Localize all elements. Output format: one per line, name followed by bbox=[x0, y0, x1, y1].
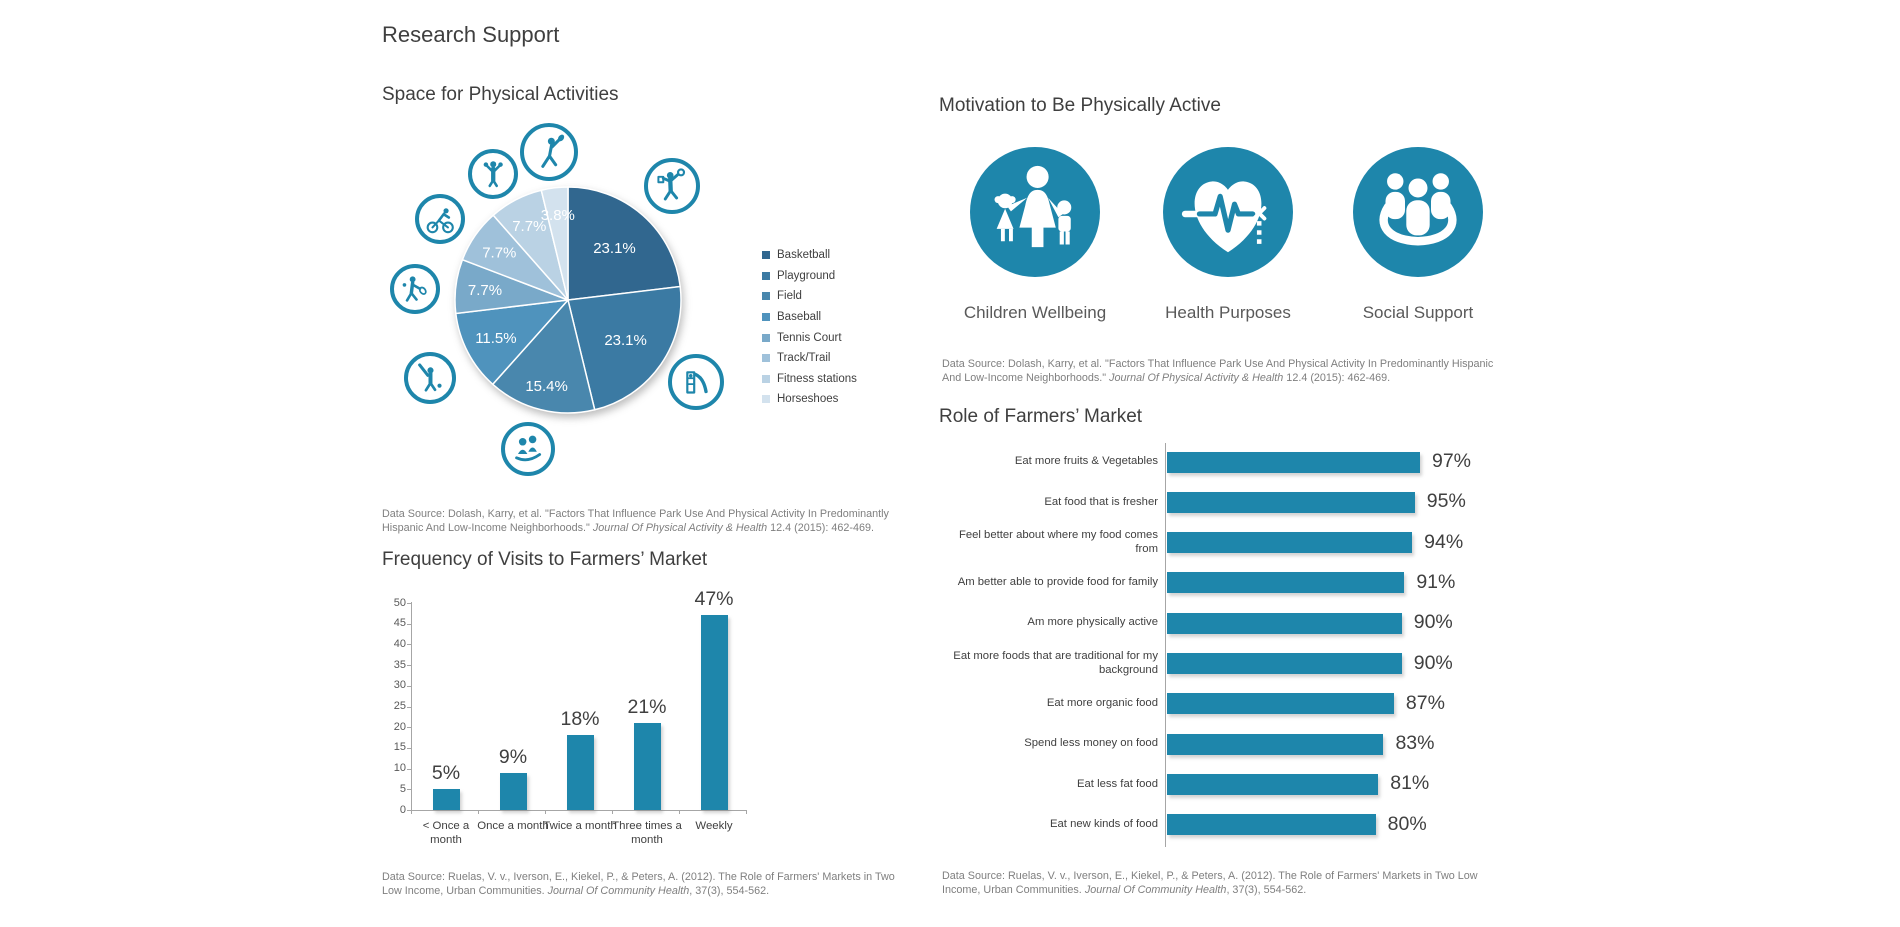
role-hbar-chart bbox=[945, 437, 1505, 857]
freq-value-label: 9% bbox=[498, 745, 528, 768]
x-tick-mark bbox=[746, 810, 747, 814]
role-bar bbox=[1167, 814, 1376, 835]
motivation-section-title: Motivation to Be Physically Active bbox=[939, 95, 1221, 116]
role-value-label: 97% bbox=[1431, 450, 1471, 472]
legend-label: Tennis Court bbox=[777, 331, 842, 344]
role-bar bbox=[1167, 613, 1402, 634]
y-tick-label: 50 bbox=[393, 596, 406, 609]
legend-item bbox=[762, 286, 857, 307]
legend-swatch bbox=[762, 292, 770, 300]
pie-value-label: 23.1% bbox=[593, 239, 636, 257]
source-text: Data Source: Ruelas, V. v., Iverson, E., Kiekel, P., & Peters, A. (2012). The Role of Farmers' Markets in Two Low Income, Urban Communities. bbox=[942, 870, 1478, 897]
y-tick-label: 10 bbox=[393, 762, 406, 775]
role-category-label: Eat food that is fresher bbox=[1044, 495, 1158, 508]
crouching-players-icon bbox=[501, 422, 555, 476]
role-section-title: Role of Farmers’ Market bbox=[939, 406, 1143, 427]
frequency-section-title: Frequency of Visits to Farmers’ Market bbox=[382, 549, 708, 570]
source-suffix: 12.4 (2015): 462-469. bbox=[767, 522, 874, 535]
legend-item bbox=[762, 369, 857, 390]
source-suffix: , 37(3), 554-562. bbox=[1226, 884, 1307, 897]
x-tick-mark bbox=[478, 810, 479, 814]
role-category-label: Eat less fat food bbox=[1076, 777, 1158, 790]
pie-value-label: 7.7% bbox=[467, 282, 503, 300]
role-value-label: 80% bbox=[1387, 812, 1427, 835]
role-bar bbox=[1167, 734, 1383, 755]
legend-label: Fitness stations bbox=[777, 372, 857, 385]
heart-pulse-icon bbox=[1163, 147, 1293, 277]
freq-bar bbox=[567, 735, 594, 810]
role-category-label: Am better able to provide food for family bbox=[957, 576, 1158, 589]
pie-value-label: 23.1% bbox=[604, 332, 647, 350]
family-icon bbox=[970, 147, 1100, 277]
freq-category-label: < Once a month bbox=[422, 820, 470, 847]
role-bar bbox=[1167, 532, 1412, 553]
source-journal: Journal Of Physical Activity & Health bbox=[1109, 372, 1284, 385]
basketball-icon bbox=[644, 158, 700, 214]
legend-swatch bbox=[762, 375, 770, 383]
role-value-label: 90% bbox=[1413, 611, 1453, 634]
x-tick-mark bbox=[411, 810, 412, 814]
legend-item bbox=[762, 307, 857, 328]
pie-data-source bbox=[382, 507, 910, 536]
freq-category-label: Once a month bbox=[477, 820, 549, 832]
role-bar bbox=[1167, 492, 1415, 513]
y-tick-label: 40 bbox=[393, 637, 406, 650]
role-category-label: Eat more fruits & Vegetables bbox=[1014, 455, 1158, 468]
role-category-label: Eat more organic food bbox=[1046, 697, 1158, 710]
legend-item bbox=[762, 389, 857, 410]
pie-value-label: 7.7% bbox=[512, 218, 547, 236]
legend-item bbox=[762, 348, 857, 369]
badminton-icon bbox=[520, 123, 578, 181]
motivation-data-source bbox=[942, 357, 1494, 386]
motivation-label: Children Wellbeing bbox=[963, 303, 1107, 322]
source-text: Data Source: Dolash, Karry, et al. "Factors That Influence Park Use And Physical Activity In Predominantly Hispanic And Low-Income Neighborhoods." bbox=[942, 358, 1494, 385]
y-tick-mark bbox=[407, 603, 411, 604]
legend-swatch bbox=[762, 334, 770, 342]
y-tick-label: 25 bbox=[393, 700, 406, 712]
legend-swatch bbox=[762, 272, 770, 280]
source-journal: Journal Of Community Health bbox=[547, 885, 690, 898]
source-suffix: 12.4 (2015): 462-469. bbox=[1283, 372, 1391, 385]
role-value-label: 83% bbox=[1395, 732, 1435, 755]
x-tick-mark bbox=[679, 810, 680, 814]
y-axis-line bbox=[1165, 443, 1166, 847]
legend-label: Horseshoes bbox=[777, 393, 839, 406]
legend-label: Baseball bbox=[777, 311, 822, 324]
source-journal: Journal Of Physical Activity & Health bbox=[592, 522, 768, 535]
social-group-icon bbox=[1353, 147, 1483, 277]
freq-category-label: Twice a month bbox=[543, 820, 617, 832]
legend-swatch bbox=[762, 354, 770, 362]
freq-category-label: Three times a month bbox=[612, 820, 682, 847]
frequency-data-source bbox=[382, 870, 907, 899]
role-value-label: 95% bbox=[1426, 490, 1466, 513]
freq-value-label: 5% bbox=[431, 762, 461, 785]
x-axis-line bbox=[411, 810, 747, 811]
role-value-label: 91% bbox=[1416, 570, 1456, 593]
y-tick-mark bbox=[407, 624, 411, 625]
pie-value-label: 7.7% bbox=[482, 244, 517, 262]
y-tick-mark bbox=[407, 789, 411, 790]
fitness-icon bbox=[468, 149, 518, 199]
y-tick-label: 5 bbox=[399, 782, 406, 795]
source-suffix: , 37(3), 554-562. bbox=[689, 885, 770, 898]
freq-value-label: 21% bbox=[627, 696, 667, 719]
freq-category-label: Weekly bbox=[695, 820, 733, 832]
role-category-label: Eat new kinds of food bbox=[1049, 817, 1158, 830]
motivation-label: Health Purposes bbox=[1165, 303, 1291, 322]
freq-bar bbox=[500, 773, 527, 810]
tennis-icon bbox=[390, 264, 440, 314]
pie-value-label: 3.8% bbox=[540, 206, 575, 224]
legend-label: Field bbox=[777, 290, 802, 303]
role-bar bbox=[1167, 693, 1394, 714]
y-tick-mark bbox=[407, 748, 411, 749]
source-text: Data Source: Ruelas, V. v., Iverson, E., Kiekel, P., & Peters, A. (2012). The Role of Farmers' Markets in Two Low Income, Urban Communities. bbox=[382, 871, 895, 898]
pie-value-label: 15.4% bbox=[525, 377, 568, 395]
source-text: Data Source: Dolash, Karry, et al. "Factors That Influence Park Use And Physical Activity In Predominantly Hispanic And Low-Income Neighborhoods." bbox=[382, 508, 889, 535]
freq-bar bbox=[433, 789, 460, 810]
legend-label: Basketball bbox=[777, 249, 831, 262]
role-category-label: Eat more foods that are traditional for my background bbox=[953, 649, 1158, 676]
role-value-label: 94% bbox=[1424, 530, 1464, 553]
role-value-label: 81% bbox=[1390, 772, 1430, 795]
role-value-label: 90% bbox=[1413, 651, 1453, 674]
role-bar bbox=[1167, 452, 1420, 473]
y-tick-label: 30 bbox=[393, 679, 406, 692]
y-tick-label: 45 bbox=[393, 617, 406, 630]
cycling-icon bbox=[415, 194, 465, 244]
source-journal: Journal Of Community Health bbox=[1084, 884, 1227, 897]
x-tick-mark bbox=[545, 810, 546, 814]
role-category-label: Spend less money on food bbox=[1024, 737, 1158, 750]
y-tick-label: 0 bbox=[399, 803, 406, 816]
legend-swatch bbox=[762, 251, 770, 259]
y-tick-mark bbox=[407, 707, 411, 708]
y-tick-mark bbox=[407, 665, 411, 666]
legend-swatch bbox=[762, 313, 770, 321]
role-bar bbox=[1167, 572, 1404, 593]
legend-item bbox=[762, 266, 857, 287]
freq-bar bbox=[634, 723, 661, 810]
y-tick-label: 15 bbox=[393, 741, 406, 754]
role-category-label: Feel better about where my food comes from bbox=[958, 529, 1158, 555]
baseball-icon bbox=[404, 352, 456, 404]
y-tick-label: 35 bbox=[393, 658, 406, 671]
playground-slide-icon bbox=[668, 354, 724, 410]
freq-value-label: 18% bbox=[560, 708, 600, 731]
motivation-label: Social Support bbox=[1362, 303, 1474, 322]
y-tick-label: 20 bbox=[393, 720, 406, 733]
y-tick-mark bbox=[407, 686, 411, 687]
y-tick-mark bbox=[407, 727, 411, 728]
role-category-label: Am more physically active bbox=[1027, 616, 1158, 629]
y-tick-mark bbox=[407, 644, 411, 645]
legend-label: Track/Trail bbox=[777, 352, 831, 365]
legend-swatch bbox=[762, 395, 770, 403]
role-data-source bbox=[942, 869, 1494, 898]
x-tick-mark bbox=[612, 810, 613, 814]
pie-value-label: 11.5% bbox=[475, 329, 517, 347]
pie-legend bbox=[762, 245, 857, 410]
legend-label: Playground bbox=[777, 269, 836, 282]
legend-item bbox=[762, 327, 857, 348]
freq-bar bbox=[701, 615, 728, 810]
freq-value-label: 47% bbox=[694, 588, 734, 611]
role-bar bbox=[1167, 653, 1402, 674]
role-value-label: 87% bbox=[1405, 691, 1445, 714]
pie-section-title: Space for Physical Activities bbox=[382, 84, 619, 105]
page-title: Research Support bbox=[382, 22, 560, 47]
role-bar bbox=[1167, 774, 1378, 795]
legend-item bbox=[762, 245, 857, 266]
frequency-bar-chart bbox=[382, 588, 782, 870]
